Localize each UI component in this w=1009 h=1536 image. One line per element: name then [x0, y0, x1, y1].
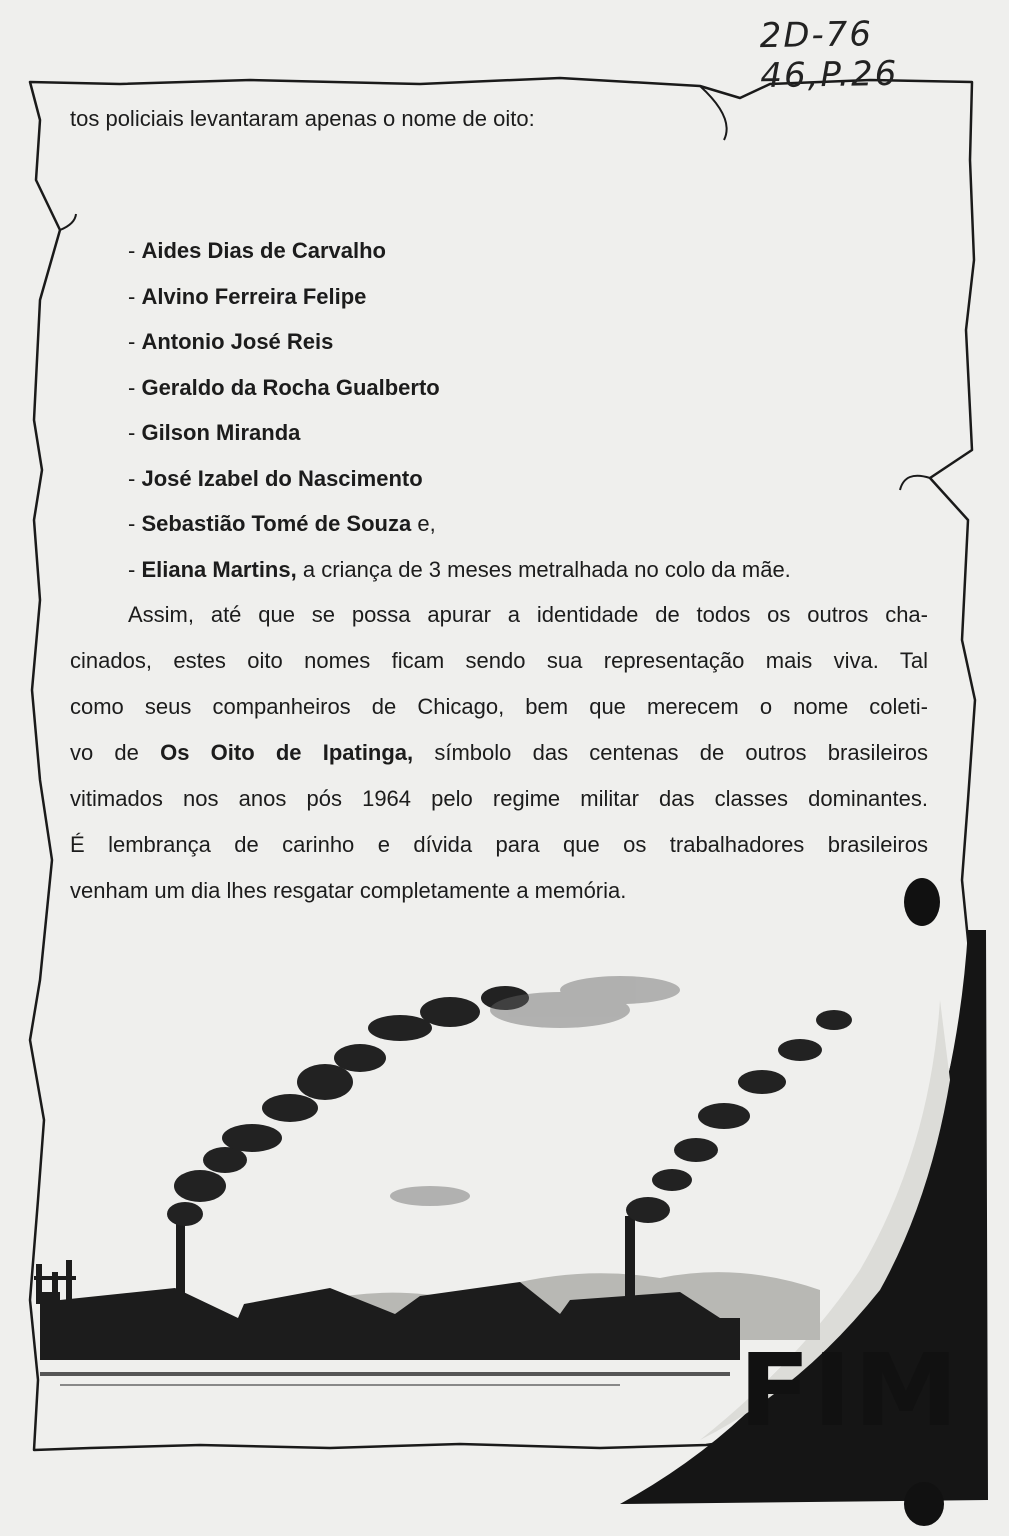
list-item: - José Izabel do Nascimento: [128, 465, 423, 491]
paragraph-line: venham um dia lhes resgatar completamente a memória.: [70, 878, 627, 903]
paragraph-line: vitimados nos anos pós 1964 pelo regime militar das classes dominantes.: [70, 786, 928, 811]
list-item: - Alvino Ferreira Felipe: [128, 283, 367, 309]
closing-paragraph: [70, 592, 928, 914]
victims-list: [70, 228, 928, 592]
factory-silhouette: [34, 1216, 740, 1360]
end-mark: FIM: [738, 1332, 961, 1449]
list-item: - Aides Dias de Carvalho: [128, 238, 386, 263]
list-item: - Geraldo da Rocha Gualberto: [128, 374, 440, 400]
paragraph-line: vo de Os Oito de Ipatinga, símbolo das centenas de outros brasileiros: [70, 740, 929, 765]
paragraph-line: cinados, estes oito nomes ficam sendo sua representação mais viva. Tal: [70, 648, 928, 673]
list-item: - Eliana Martins, a criança de 3 meses metralhada no colo da mãe.: [128, 556, 791, 582]
archive-reference-handwritten: 2D-76 46,P.26: [759, 14, 899, 97]
paragraph-line: como seus companheiros de Chicago, bem que merecem o nome coleti-: [70, 694, 928, 719]
paragraph-line: É lembrança de carinho e dívida para que os trabalhadores brasileiros: [70, 832, 928, 857]
water-band: [40, 1372, 730, 1376]
list-item: - Antonio José Reis: [128, 329, 334, 354]
document-text: [70, 96, 928, 914]
paragraph-line: Assim, até que se possa apurar a identidade de todos os outros cha-: [128, 602, 928, 627]
water-band: [60, 1384, 620, 1386]
ink-blot: [904, 1482, 944, 1526]
list-item: - Gilson Miranda: [128, 420, 301, 445]
list-item: - Sebastião Tomé de Souza e,: [128, 511, 436, 536]
intro-line: tos policiais levantaram apenas o nome de oito:: [70, 106, 535, 131]
